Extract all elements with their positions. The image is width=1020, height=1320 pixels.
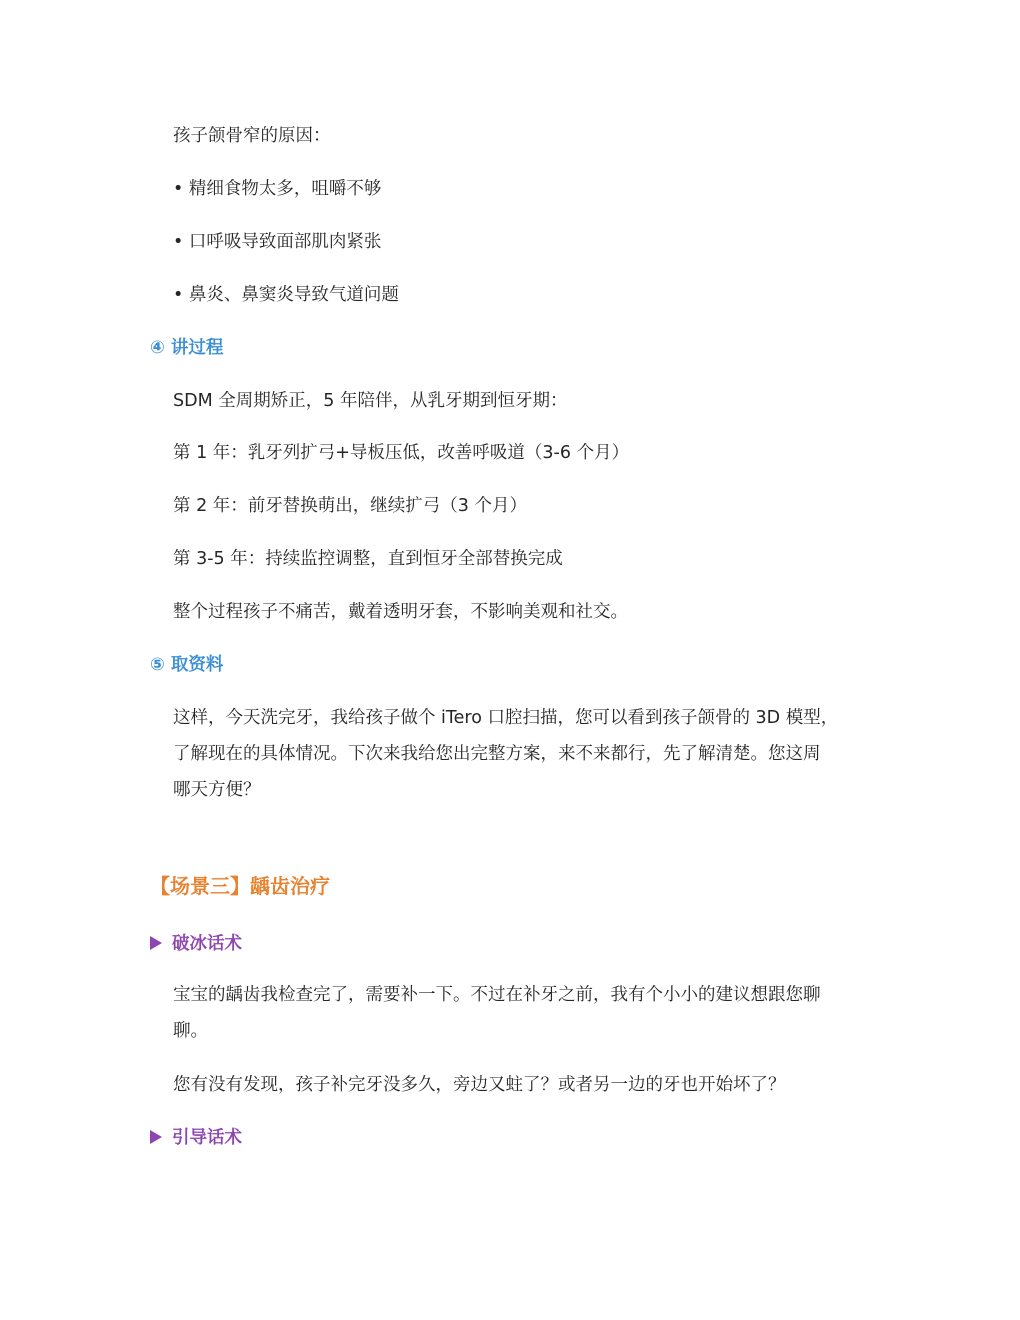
- bullet-item: • 鼻炎、鼻窦炎导致气道问题: [173, 285, 399, 305]
- triangle-right-icon: [150, 936, 162, 950]
- step5-heading: ⑤ 取资料: [150, 655, 224, 675]
- reason-heading: 孩子颌骨窄的原因：: [173, 126, 331, 146]
- icebreak-question: 您有没有发现，孩子补完牙没多久，旁边又蛀了？或者另一边的牙也开始坏了？: [173, 1075, 786, 1095]
- scene3-heading: 【场景三】龋齿治疗: [150, 874, 330, 898]
- guide-label: 引导话术: [172, 1128, 242, 1148]
- paragraph-line: 这样，今天洗完牙，我给孩子做个 iTero 口腔扫描，您可以看到孩子颌骨的 3D 模型，: [173, 708, 839, 728]
- triangle-right-icon: [150, 1130, 162, 1144]
- icebreak-label: 破冰话术: [172, 934, 242, 954]
- icebreak-heading: [150, 932, 242, 956]
- guide-heading: [150, 1126, 242, 1150]
- step4-line: 第 1 年：乳牙列扩弓+导板压低，改善呼吸道（3-6 个月）: [173, 443, 630, 463]
- bullet-item: • 精细食物太多，咀嚼不够: [173, 179, 382, 199]
- bullet-item: • 口呼吸导致面部肌肉紧张: [173, 232, 382, 252]
- step4-heading: ④ 讲过程: [150, 338, 224, 358]
- step5-paragraph: [173, 700, 863, 808]
- paragraph-line: 聊。: [173, 1021, 208, 1041]
- step4-line: 第 2 年：前牙替换萌出，继续扩弓（3 个月）: [173, 496, 527, 516]
- paragraph-line: 哪天方便？: [173, 780, 261, 800]
- step4-line: SDM 全周期矫正，5 年陪伴，从乳牙期到恒牙期：: [173, 391, 568, 411]
- paragraph-line: 宝宝的龋齿我检查完了，需要补一下。不过在补牙之前，我有个小小的建议想跟您聊: [173, 985, 821, 1005]
- step4-line: 第 3-5 年：持续监控调整，直到恒牙全部替换完成: [173, 549, 563, 569]
- icebreak-paragraph: [173, 977, 863, 1049]
- paragraph-line: 了解现在的具体情况。下次来我给您出完整方案，来不来都行，先了解清楚。您这周: [173, 744, 821, 764]
- step4-line: 整个过程孩子不痛苦，戴着透明牙套，不影响美观和社交。: [173, 602, 628, 622]
